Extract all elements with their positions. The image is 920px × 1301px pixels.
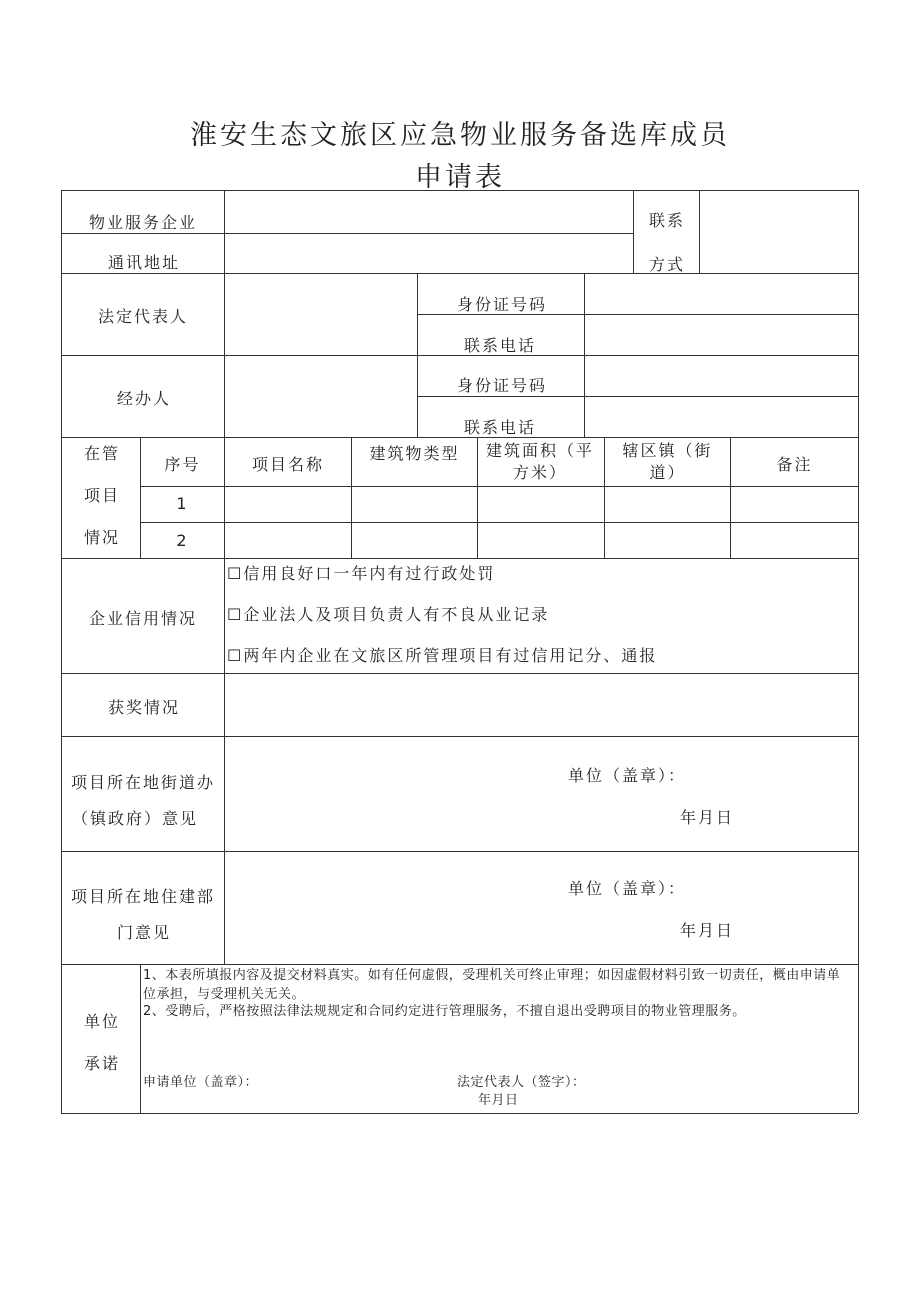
pledge-label-line1: 单位 xyxy=(84,1012,121,1031)
contact-input[interactable] xyxy=(701,192,857,272)
col-header-building-area: 建筑面积（平方米） xyxy=(485,441,594,482)
managed-label-line1: 在管 xyxy=(84,444,121,463)
table-row[interactable] xyxy=(226,488,857,521)
table-row-index: 2 xyxy=(176,531,189,550)
legal-rep-id-input[interactable] xyxy=(586,275,857,313)
legal-sign-label: 法定代表人（签字）： xyxy=(457,1075,586,1090)
managed-label-line3: 情况 xyxy=(84,528,121,547)
contact-label-line1: 联系 xyxy=(649,211,686,230)
credit-option-3[interactable]: ☐两年内企业在文旅区所管理项目有过信用记分、通报 xyxy=(227,646,658,665)
table-row[interactable] xyxy=(226,524,857,557)
col-header-building-type: 建筑物类型 xyxy=(369,444,460,463)
legal-rep-input[interactable] xyxy=(226,275,416,354)
pledge-item-1: 1、本表所填报内容及提交材料真实。如有任何虚假，受理机关可终止审理；如因虚假材料引致一切责任，概由申请单位承担，与受理机关无关。 xyxy=(143,968,841,1002)
contact-label-line2: 方式 xyxy=(649,255,686,274)
legal-rep-phone-input[interactable] xyxy=(586,316,857,354)
street-date-label: 年月日 xyxy=(680,808,735,827)
pledge-label-line2: 承诺 xyxy=(84,1054,121,1073)
street-opinion-label-line1: 项目所在地街道办 xyxy=(71,773,216,792)
managed-label-line2: 项目 xyxy=(84,486,121,505)
handler-id-label: 身份证号码 xyxy=(457,376,548,395)
col-header-remarks: 备注 xyxy=(776,455,813,474)
handler-label: 经办人 xyxy=(117,389,172,408)
housing-opinion-label-line2: 门意见 xyxy=(117,923,172,942)
legal-rep-phone-label: 联系电话 xyxy=(464,336,537,355)
col-header-project-name: 项目名称 xyxy=(251,455,324,474)
address-input[interactable] xyxy=(226,235,631,272)
credit-option-2[interactable]: ☐企业法人及项目负责人有不良从业记录 xyxy=(227,605,550,624)
handler-phone-input[interactable] xyxy=(586,398,857,436)
awards-input[interactable] xyxy=(226,675,857,735)
housing-opinion-label-line1: 项目所在地住建部 xyxy=(71,887,216,906)
legal-rep-label: 法定代表人 xyxy=(98,307,189,326)
address-label: 通讯地址 xyxy=(108,253,181,272)
legal-rep-id-label: 身份证号码 xyxy=(457,295,548,314)
company-input[interactable] xyxy=(226,192,631,232)
pledge-date-label: 年月日 xyxy=(478,1093,519,1108)
pledge-item-2: 2、受聘后，严格按照法律法规规定和合同约定进行管理服务，不擅自退出受聘项目的物业管理服务。 xyxy=(143,1004,746,1019)
col-header-district: 辖区镇（街道） xyxy=(622,441,713,482)
credit-label: 企业信用情况 xyxy=(89,609,198,628)
applicant-seal-label: 申请单位（盖章）： xyxy=(143,1075,259,1090)
housing-seal-label: 单位（盖章）： xyxy=(568,879,687,898)
handler-phone-label: 联系电话 xyxy=(464,418,537,437)
table-row-index: 1 xyxy=(176,494,189,513)
col-header-index: 序号 xyxy=(164,455,201,474)
housing-date-label: 年月日 xyxy=(680,921,735,940)
street-seal-label: 单位（盖章）： xyxy=(568,766,687,785)
company-label: 物业服务企业 xyxy=(89,213,198,232)
street-opinion-label-line2: （镇政府）意见 xyxy=(72,809,199,828)
form-subtitle: 申请表 xyxy=(415,162,505,193)
handler-input[interactable] xyxy=(226,357,416,436)
awards-label: 获奖情况 xyxy=(108,698,181,717)
handler-id-input[interactable] xyxy=(586,357,857,395)
credit-option-1[interactable]: ☐信用良好口一年内有过行政处罚 xyxy=(227,564,496,583)
form-title: 淮安生态文旅区应急物业服务备选库成员 xyxy=(190,120,730,151)
